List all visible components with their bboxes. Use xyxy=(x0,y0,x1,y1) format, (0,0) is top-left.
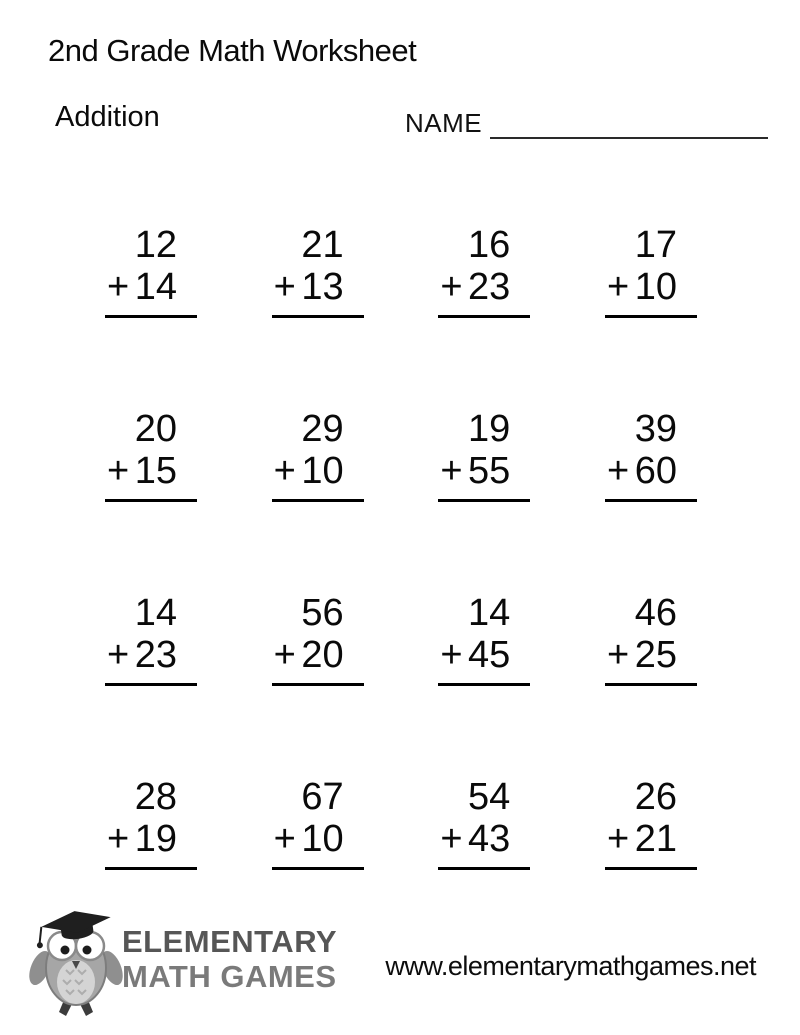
addend-top: 26 xyxy=(634,776,677,818)
addend-top: 17 xyxy=(634,224,677,266)
addend-top: 67 xyxy=(301,776,344,818)
answer-line xyxy=(105,867,197,870)
addend-top: 56 xyxy=(301,592,344,634)
addend-bottom: 10 xyxy=(634,266,677,308)
plus-operator: + xyxy=(440,634,463,676)
answer-line xyxy=(105,683,197,686)
addition-problem-3 xyxy=(438,224,530,318)
plus-operator: + xyxy=(107,818,130,860)
addend-top: 16 xyxy=(468,224,511,266)
addend-bottom: 45 xyxy=(468,634,511,676)
answer-line xyxy=(105,315,197,318)
addend-top: 14 xyxy=(468,592,511,634)
name-field xyxy=(405,108,768,139)
addend-top: 20 xyxy=(134,408,177,450)
plus-operator: + xyxy=(107,634,130,676)
plus-operator: + xyxy=(606,266,630,308)
addend-bottom: 21 xyxy=(634,818,677,860)
addend-bottom: 23 xyxy=(134,634,177,676)
addend-bottom: 15 xyxy=(134,450,177,492)
answer-line xyxy=(272,315,364,318)
answer-line xyxy=(438,499,530,502)
addend-bottom: 43 xyxy=(468,818,511,860)
plus-operator: + xyxy=(606,450,630,492)
addition-problem-6 xyxy=(272,408,364,502)
addition-problem-12 xyxy=(605,592,697,686)
addend-top: 54 xyxy=(468,776,511,818)
addition-problem-7 xyxy=(438,408,530,502)
addition-problem-8 xyxy=(605,408,697,502)
plus-operator: + xyxy=(273,634,296,676)
answer-line xyxy=(272,683,364,686)
addend-top: 29 xyxy=(301,408,344,450)
plus-operator: + xyxy=(107,266,130,308)
addend-top: 39 xyxy=(634,408,677,450)
answer-line xyxy=(272,867,364,870)
logo-wordmark xyxy=(122,925,337,994)
plus-operator: + xyxy=(440,266,463,308)
plus-operator: + xyxy=(273,450,296,492)
answer-line xyxy=(438,867,530,870)
addend-bottom: 23 xyxy=(468,266,511,308)
addend-top: 28 xyxy=(134,776,177,818)
answer-line xyxy=(438,315,530,318)
worksheet-topic: Addition xyxy=(55,101,160,133)
plus-operator: + xyxy=(440,818,463,860)
addition-problem-5 xyxy=(105,408,197,502)
addend-bottom: 20 xyxy=(301,634,344,676)
plus-operator: + xyxy=(606,818,630,860)
answer-line xyxy=(272,499,364,502)
name-blank-line xyxy=(490,112,768,139)
addition-problem-15 xyxy=(438,776,530,870)
problem-row-2 xyxy=(105,408,697,502)
addition-problem-1 xyxy=(105,224,197,318)
addend-top: 19 xyxy=(468,408,511,450)
addition-problem-2 xyxy=(272,224,364,318)
answer-line xyxy=(605,683,697,686)
problem-row-4 xyxy=(105,776,697,870)
answer-line xyxy=(605,315,697,318)
problem-row-3 xyxy=(105,592,697,686)
plus-operator: + xyxy=(107,450,130,492)
addition-problem-4 xyxy=(605,224,697,318)
addend-bottom: 60 xyxy=(634,450,677,492)
addend-bottom: 13 xyxy=(301,266,344,308)
addend-top: 21 xyxy=(301,224,344,266)
addition-problem-13 xyxy=(105,776,197,870)
logo-line2: MATH GAMES xyxy=(122,958,337,994)
logo-line1: ELEMENTARY xyxy=(122,924,338,959)
plus-operator: + xyxy=(440,450,463,492)
addend-bottom: 19 xyxy=(134,818,177,860)
addend-top: 12 xyxy=(134,224,177,266)
answer-line xyxy=(605,499,697,502)
addend-bottom: 25 xyxy=(634,634,677,676)
website-url: www.elementarymathgames.net xyxy=(385,951,756,981)
page-title: 2nd Grade Math Worksheet xyxy=(48,33,417,68)
answer-line xyxy=(105,499,197,502)
addition-problem-14 xyxy=(272,776,364,870)
plus-operator: + xyxy=(606,634,630,676)
addition-problem-16 xyxy=(605,776,697,870)
addition-problem-9 xyxy=(105,592,197,686)
addend-top: 46 xyxy=(634,592,677,634)
addend-bottom: 10 xyxy=(301,818,344,860)
problem-row-1 xyxy=(105,224,697,318)
plus-operator: + xyxy=(273,818,296,860)
addend-top: 14 xyxy=(134,592,177,634)
addition-problem-10 xyxy=(272,592,364,686)
answer-line xyxy=(438,683,530,686)
plus-operator: + xyxy=(273,266,296,308)
name-label: NAME xyxy=(405,108,483,138)
addend-bottom: 14 xyxy=(134,266,177,308)
addition-problem-11 xyxy=(438,592,530,686)
owl-graduation-cap-icon xyxy=(26,908,126,1018)
addend-bottom: 55 xyxy=(468,450,511,492)
answer-line xyxy=(605,867,697,870)
addend-bottom: 10 xyxy=(301,450,344,492)
